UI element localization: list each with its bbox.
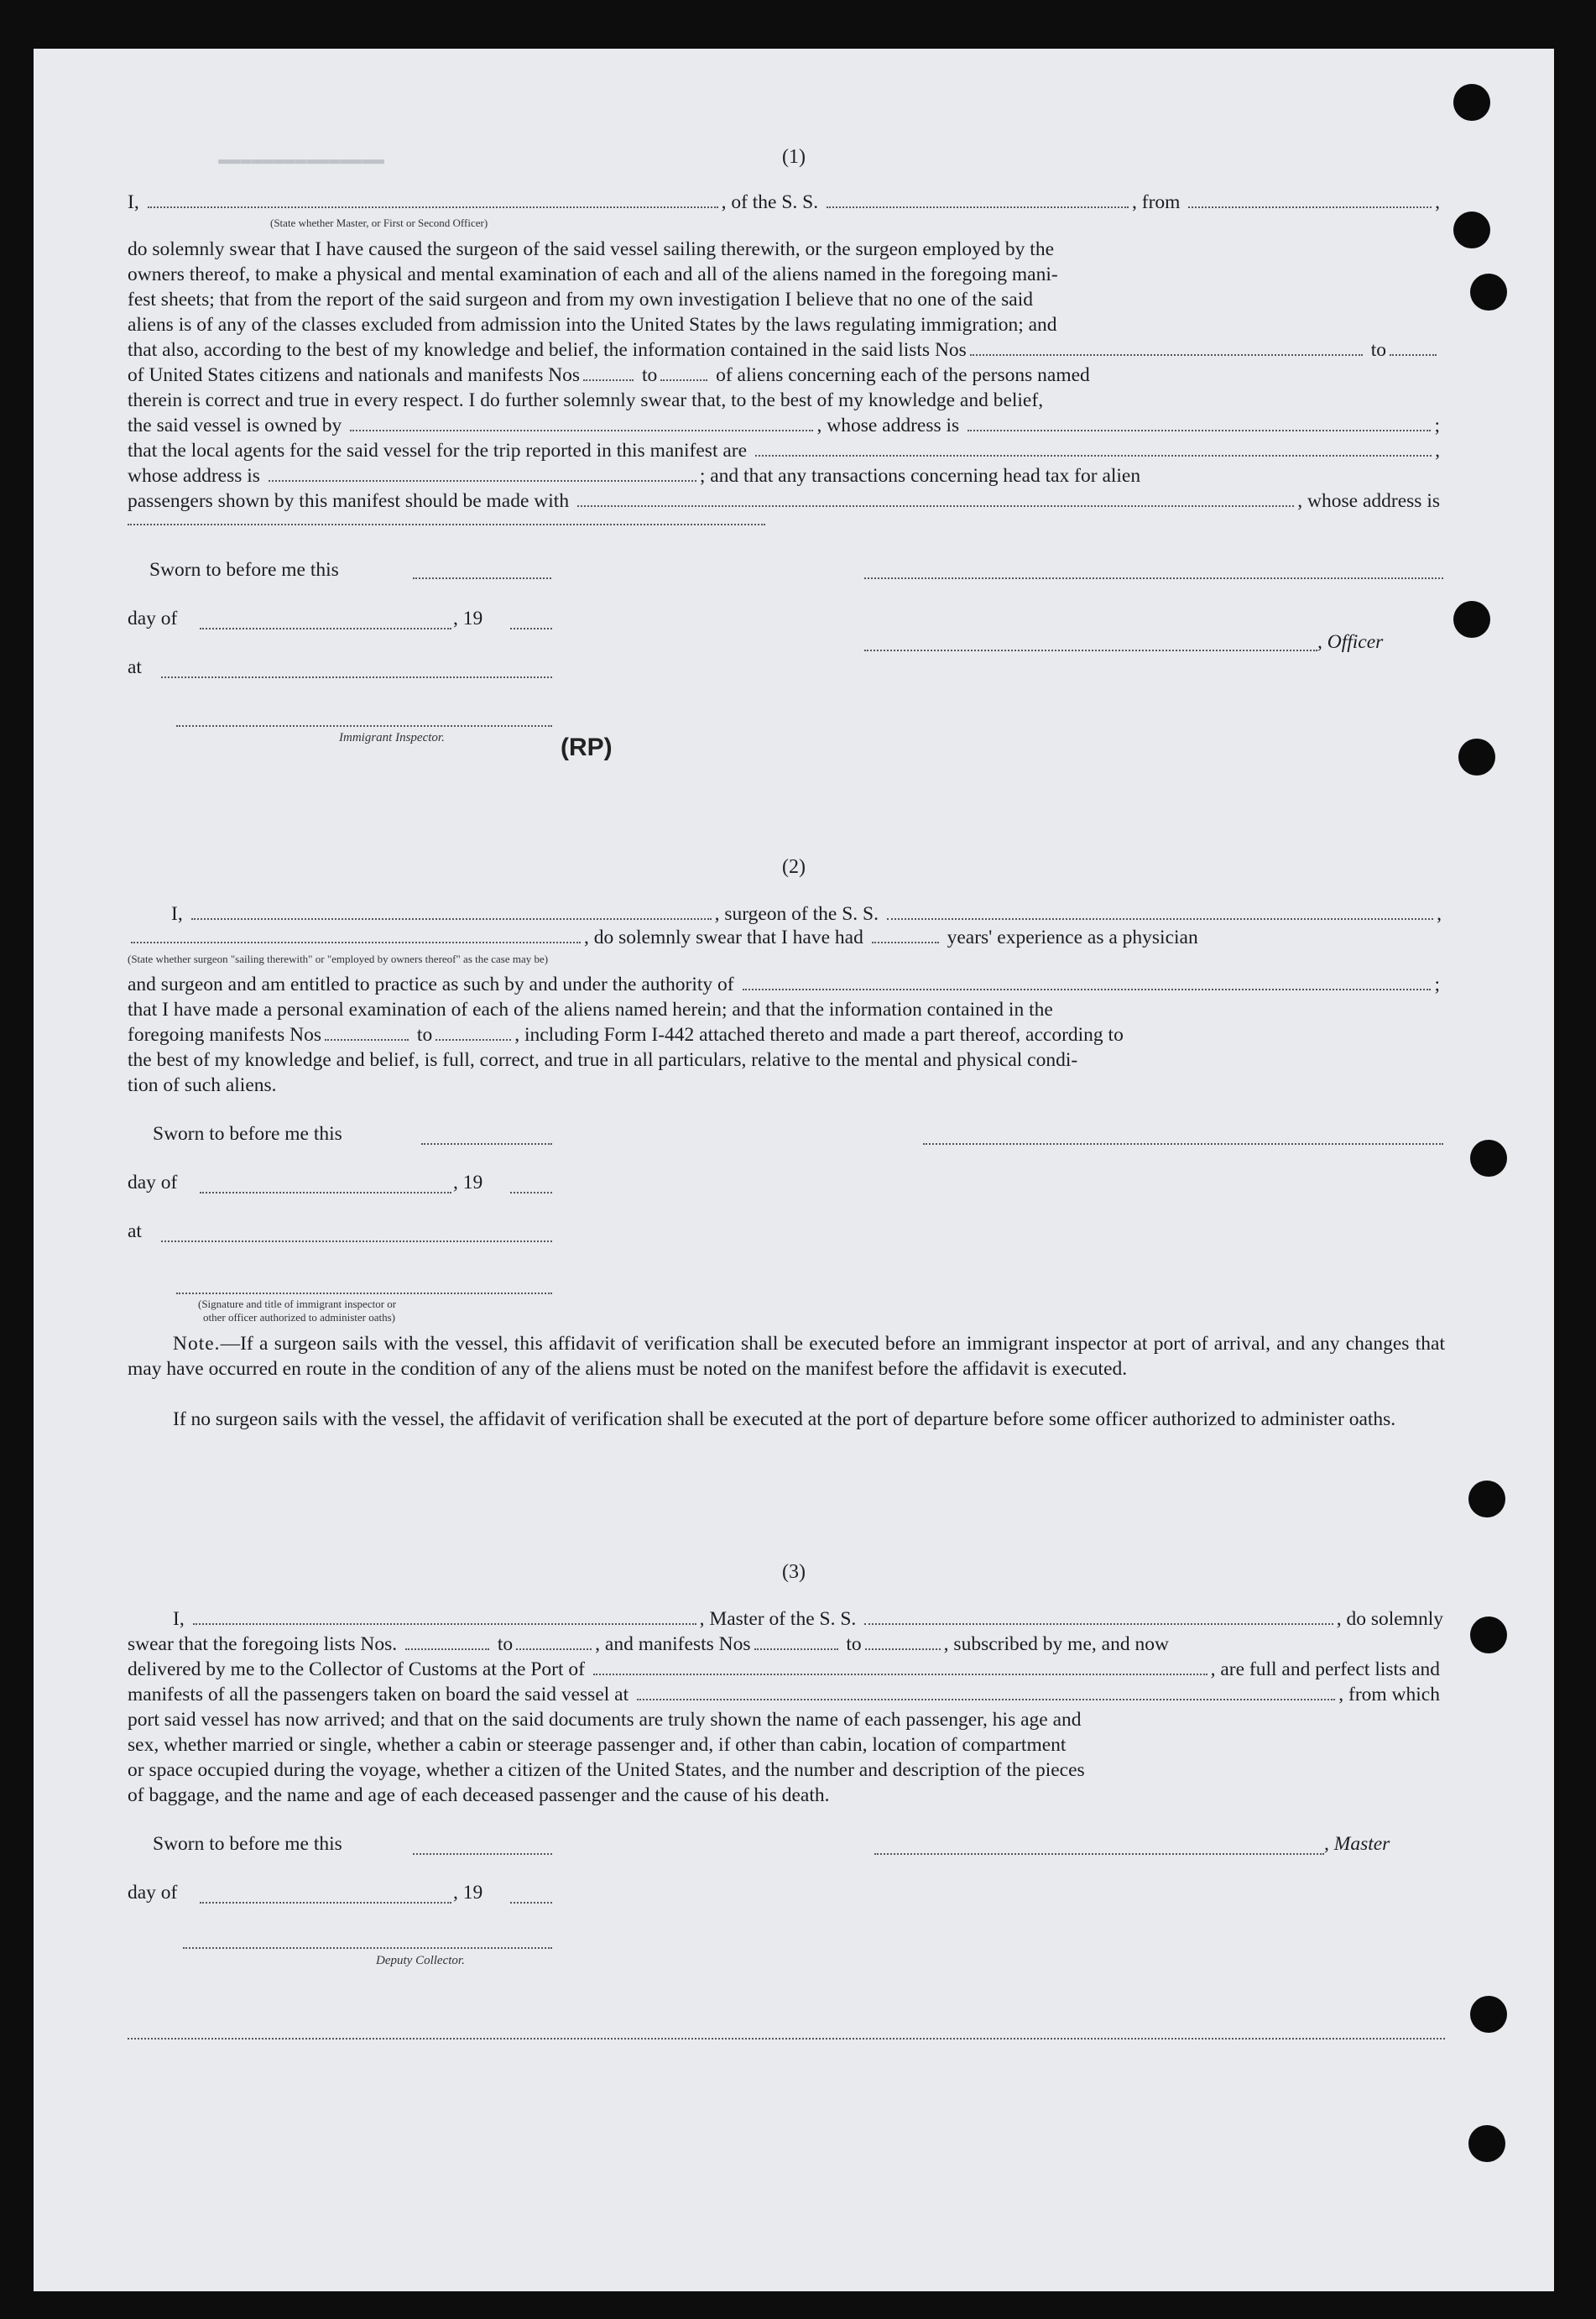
- s3-line-6: sex, whether married or single, whether a cabin or steerage passenger and, if other than cabin, location of compartment: [128, 1734, 1067, 1756]
- s2-signature-line: [923, 1143, 1443, 1145]
- s1-line-6: that also, according to the best of my knowledge and belief, the information contained in the said lists Nos to: [128, 339, 1440, 364]
- binder-hole-icon: [1453, 212, 1490, 248]
- s2-sworn-label: Sworn to before me this: [153, 1123, 342, 1145]
- section-1-number: (1): [782, 146, 806, 168]
- s1-line-1: I, , of the S. S. , from ,: [128, 191, 1440, 213]
- s2-line-5: foregoing manifests Nos to , including Form I-442 attached thereto and made a part thereof, according to: [128, 1024, 1124, 1046]
- s3-sworn-label: Sworn to before me this: [153, 1833, 342, 1855]
- s1-at-label: at: [128, 656, 142, 678]
- s1-signature-line: [864, 577, 1443, 579]
- s3-line-4: manifests of all the passengers taken on board the said vessel at , from which: [128, 1684, 1440, 1705]
- s3-line-7: or space occupied during the voyage, whether a citizen of the United States, and the number and description of the pieces: [128, 1759, 1085, 1781]
- s3-line-5: port said vessel has now arrived; and that on the said documents are truly shown the name of each passenger, his age and: [128, 1709, 1082, 1731]
- s2-line-6: the best of my knowledge and belief, is full, correct, and true in all particulars, relative to the mental and physical condi-: [128, 1049, 1078, 1071]
- s3-line-1: I, , Master of the S. S. , do solemnly: [173, 1608, 1443, 1630]
- s1-line-5: aliens is of any of the classes excluded from admission into the United States by the laws regulating immigration; and: [128, 314, 1057, 336]
- binder-hole-icon: [1468, 2125, 1505, 2162]
- s3-master-signature-line: [874, 1853, 1324, 1855]
- s1-subnote: (State whether Master, or First or Second Officer): [270, 217, 488, 229]
- s2-line-4: that I have made a personal examination of each of the aliens named herein; and that the information contained in the: [128, 999, 1053, 1021]
- note-label: Note.: [173, 1333, 221, 1355]
- s3-signer-title: Deputy Collector.: [376, 1954, 465, 1967]
- s3-master-label: , Master: [1324, 1833, 1390, 1855]
- s1-line-8: therein is correct and true in every respect. I do further solemnly swear that, to the best of my knowledge and belief,: [128, 389, 1044, 411]
- s2-line-1: I, , surgeon of the S. S. ,: [171, 903, 1442, 925]
- s2-line-3: and surgeon and am entitled to practice as such by and under the authority of ;: [128, 974, 1440, 995]
- s1-signer-title: Immigrant Inspector.: [339, 731, 445, 744]
- note-paragraph-1: Note.—If a surgeon sails with the vessel, this affidavit of verification shall be executed before an immigrant inspector at port of arrival, and any changes that may have occurred en route in the condition of any of the aliens must be noted on the manifest before the affidavit is executed.: [128, 1333, 1445, 1380]
- s1-line-11: whose address is ; and that any transactions concerning head tax for alien: [128, 465, 1141, 487]
- section-3-number: (3): [782, 1561, 806, 1583]
- s2-signer-line-1: (Signature and title of immigrant inspector or: [198, 1298, 397, 1310]
- s2-line-2: , do solemnly swear that I have had years' experience as a physician: [128, 927, 1440, 952]
- section-2-number: (2): [782, 856, 806, 878]
- handwritten-mark: (RP): [561, 734, 613, 761]
- bottom-rule: [128, 2038, 1445, 2040]
- s1-line-7: of United States citizens and nationals and manifests Nos to of aliens concerning each of the persons named: [128, 364, 1090, 386]
- s3-line-3: delivered by me to the Collector of Customs at the Port of , are full and perfect lists and: [128, 1658, 1440, 1680]
- s1-line-10: that the local agents for the said vessel for the trip reported in this manifest are ,: [128, 440, 1440, 462]
- s2-line-7: tion of such aliens.: [128, 1074, 277, 1096]
- s1-line-2: do solemnly swear that I have caused the surgeon of the said vessel sailing therewith, or the surgeon employed by the: [128, 238, 1055, 260]
- bleed-through-text: ▬▬▬▬▬▬▬▬▬▬▬▬▬▬▬: [218, 149, 385, 170]
- s1-line-12: passengers shown by this manifest should be made with , whose address is: [128, 490, 1440, 512]
- binder-hole-icon: [1468, 1481, 1505, 1517]
- s1-officer-label: , Officer: [1317, 631, 1384, 653]
- s1-line-3: owners thereof, to make a physical and mental examination of each and all of the aliens named in the foregoing mani-: [128, 264, 1058, 285]
- binder-hole-icon: [1453, 601, 1490, 638]
- note-paragraph-2: If no surgeon sails with the vessel, the affidavit of verification shall be executed at the port of departure before some officer authorized to administer oaths.: [173, 1408, 1396, 1430]
- binder-hole-icon: [1458, 739, 1495, 776]
- s2-dayof-label: day of: [128, 1172, 178, 1193]
- s3-line-8: of baggage, and the name and age of each deceased passenger and the cause of his death.: [128, 1784, 830, 1806]
- s1-year-label: , 19: [453, 608, 483, 629]
- s3-line-2: swear that the foregoing lists Nos. to , and manifests Nos to , subscribed by me, and now: [128, 1633, 1169, 1655]
- s3-year-label: , 19: [453, 1882, 483, 1904]
- binder-hole-icon: [1470, 274, 1507, 311]
- binder-hole-icon: [1470, 1617, 1507, 1653]
- s2-year-label: , 19: [453, 1172, 483, 1193]
- binder-hole-icon: [1453, 84, 1490, 121]
- s1-dayof-label: day of: [128, 608, 178, 629]
- s2-at-label: at: [128, 1220, 142, 1242]
- s2-signer-line-2: other officer authorized to administer oaths): [203, 1311, 395, 1324]
- binder-hole-icon: [1470, 1140, 1507, 1177]
- manifest-back-page: [34, 49, 1554, 2291]
- s3-dayof-label: day of: [128, 1882, 178, 1904]
- s1-sworn-label: Sworn to before me this: [149, 559, 339, 581]
- s2-subnote: (State whether surgeon "sailing therewith" or "employed by owners thereof" as the case may be): [128, 953, 549, 965]
- binder-hole-icon: [1470, 1996, 1507, 2033]
- s1-line-9: the said vessel is owned by , whose address is ;: [128, 415, 1440, 436]
- s1-officer-line: [864, 650, 1317, 651]
- s1-line-4: fest sheets; that from the report of the said surgeon and from my own investigation I believe that no one of the said: [128, 289, 1033, 311]
